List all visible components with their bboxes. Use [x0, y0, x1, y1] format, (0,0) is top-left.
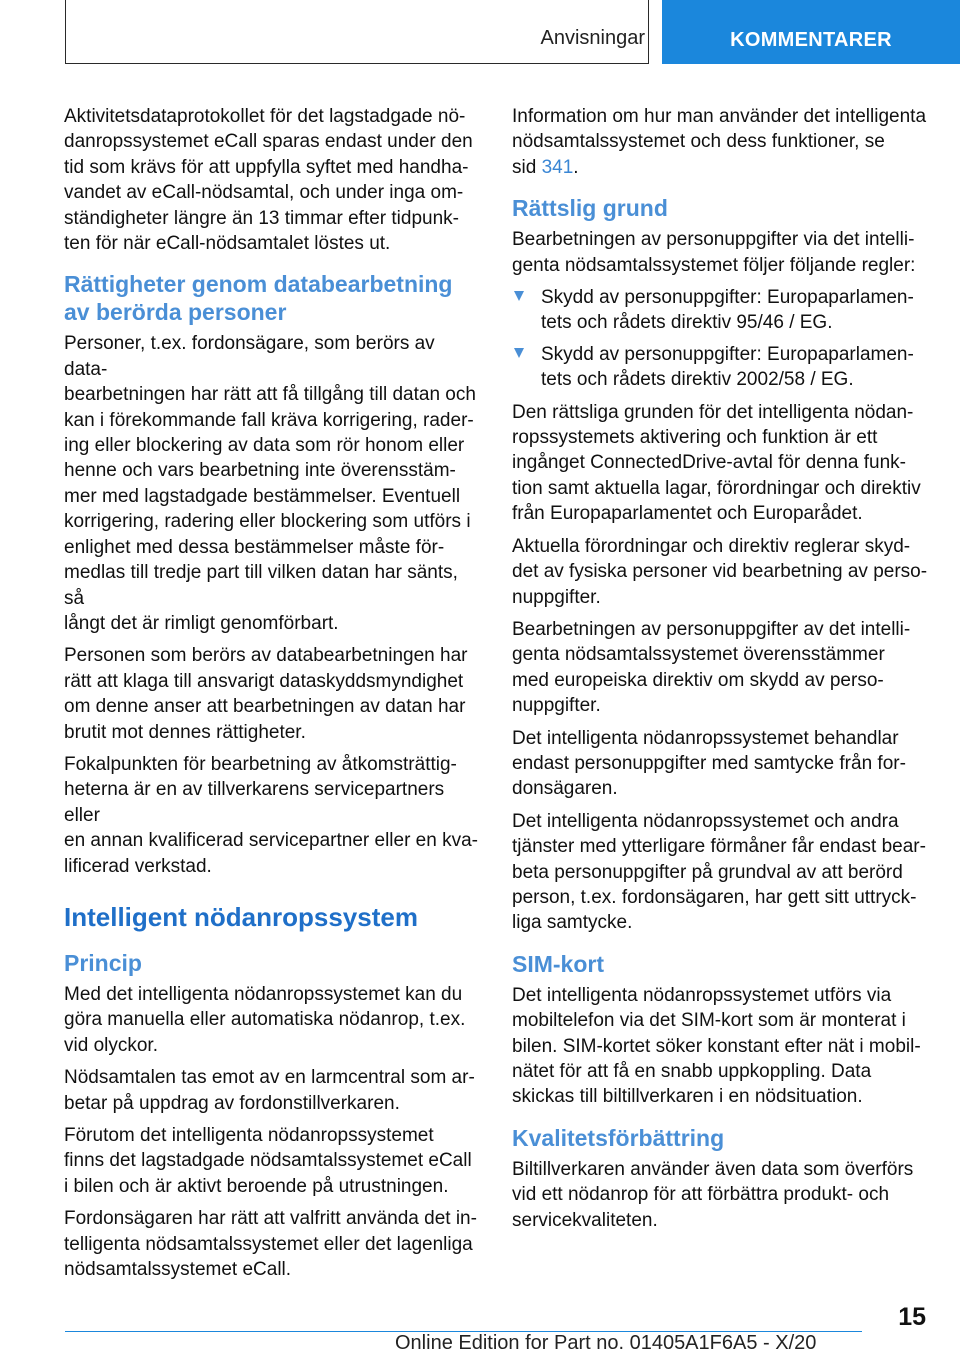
paragraph: Personen som berörs av databearbetningen har rätt att klaga till ansvarigt dataskyddsmyndighet om denne anser att bearbetningen av datan har brutit mot dennes rättigheter.: [64, 645, 468, 743]
paragraph: Det intelligenta nödanropssystemet och andra tjänster med ytterligare förmåner får endast bear‐ beta personuppgifter på grundval av att berörd person, t.ex. fordonsägaren, har gett sitt uttryck‐ liga samtycke.: [512, 810, 926, 934]
list-item-text: Skydd av personuppgifter: Europaparlamen‐ tets och rådets direktiv 2002/58 / EG.: [541, 343, 914, 391]
paragraph: Den rättsliga grunden för det intelligenta nödan‐ ropssystemets aktivering och funktion är ett ingånget ConnectedDrive-avtal för denna funk‐ tion samt aktuella lagar, förordningar och direktiv från Europaparlamentet och Europarådet.: [512, 401, 921, 525]
tab-comments[interactable]: [662, 0, 960, 64]
heading-rights: Rättigheter genom databearbetning av berörda personer: [64, 271, 453, 326]
list-item: [512, 285, 930, 336]
list-item: [512, 342, 930, 393]
left-column: [64, 104, 482, 1289]
right-column: [512, 104, 930, 1240]
heading-principle: Princip: [64, 949, 142, 976]
paragraph: Personer, t.ex. fordonsägare, som berörs av data‐ bearbetningen har rätt att få tillgång till datan och kan i förekommande fall kräva korrigering, rader‐ ing eller blockering av data som rör honom eller henne och vars bearbetning inte överensstäm‐ mer med lagstadgade bestämmelser. Eventuell korrigering, radering eller blockering som utförs i enlighet med dessa bestämmelser måste för‐ medlas till tredje part till vilken datan har sänts, så långt det är rimligt genomförbart.: [64, 333, 476, 634]
paragraph: Med det intelligenta nödanropssystemet kan du göra manuella eller automatiska nödanrop, t.ex. vid olyckor.: [64, 983, 466, 1056]
paragraph: Det intelligenta nödanropssystemet behandlar endast personuppgifter med samtycke från for‐ donsägaren.: [512, 727, 906, 800]
bullet-list: [512, 285, 930, 393]
paragraph: Fokalpunkten för bearbetning av åtkomsträttig‐ heterna är en av tillverkarens servicepartners eller en annan kvalificerad servicepartner eller en kva‐ lificerad verkstad.: [64, 753, 478, 877]
footer-edition: Online Edition for Part no. 01405A1F6A5 - X/20: [395, 1332, 817, 1354]
heading-intelligent-emergency: Intelligent nödanropssystem: [64, 901, 418, 932]
heading-quality: Kvalitetsförbättring: [512, 1124, 725, 1151]
paragraph: Bearbetningen av personuppgifter av det intelli‐ genta nödsamtalssystemet överensstämmer med europeiska direktiv om skydd av perso‐ nuppgifter.: [512, 618, 911, 717]
paragraph: Fordonsägaren har rätt att valfritt använda det in‐ telligenta nödsamtalssystemet eller det lagenliga nödsamtalssystemet eCall.: [64, 1208, 477, 1281]
bullet-triangle-icon: [514, 291, 524, 301]
heading-legal-basis: Rättslig grund: [512, 195, 668, 222]
paragraph: Nödsamtalen tas emot av en larmcentral som ar‐ betar på uppdrag av fordonstillverkaren.: [64, 1067, 475, 1114]
paragraph: Aktuella förordningar och direktiv reglerar skyd‐ det av fysiska personer vid bearbetning av perso‐ nuppgifter.: [512, 535, 928, 608]
page-link[interactable]: 341: [541, 156, 574, 178]
paragraph: [512, 104, 930, 180]
paragraph: Det intelligenta nödanropssystemet utförs via mobiltelefon via det SIM-kort som är monterat i bilen. SIM-kortet söker konstant efter nät i mobil‐ nätet för att få en snabb uppkoppling. Data skickas till biltillverkaren i en nödsituation.: [512, 984, 921, 1108]
paragraph-end: .: [573, 156, 579, 178]
paragraph: Förutom det intelligenta nödanropssystemet finns det lagstadgade nödsamtalssystemet eCall i bilen och är aktivt beroende på utrustningen.: [64, 1125, 472, 1197]
heading-sim-card: SIM-kort: [512, 950, 604, 977]
paragraph: Aktivitetsdataprotokollet för det lagstadgade nö‐ danropssystemet eCall sparas endast under den tid som krävs för att uppfylla syftet med handha‐ vandet av eCall-nödsamtal, och under inga om‐ ständigheter längre än 13 timmar efter tidpunk‐ ten för när eCall-nödsamtalet löstes ut.: [64, 106, 473, 255]
list-item-text: Skydd av personuppgifter: Europaparlamen‐ tets och rådets direktiv 95/46 / EG.: [541, 287, 914, 334]
tab-instructions[interactable]: Anvisningar: [540, 27, 645, 49]
bullet-triangle-icon: [514, 348, 524, 358]
tab-comments-label: KOMMENTARER: [730, 29, 892, 51]
paragraph-text: Information om hur man använder det intelligenta nödsamtalssystemet och dess funktioner, se sid: [512, 106, 927, 178]
page-number: 15: [898, 1303, 926, 1331]
paragraph: Biltillverkaren använder även data som överförs vid ett nödanrop för att förbättra produkt- och servicekvaliteten.: [512, 1158, 914, 1231]
paragraph: Bearbetningen av personuppgifter via det intelli‐ genta nödsamtalssystemet följer följande regler:: [512, 229, 916, 276]
